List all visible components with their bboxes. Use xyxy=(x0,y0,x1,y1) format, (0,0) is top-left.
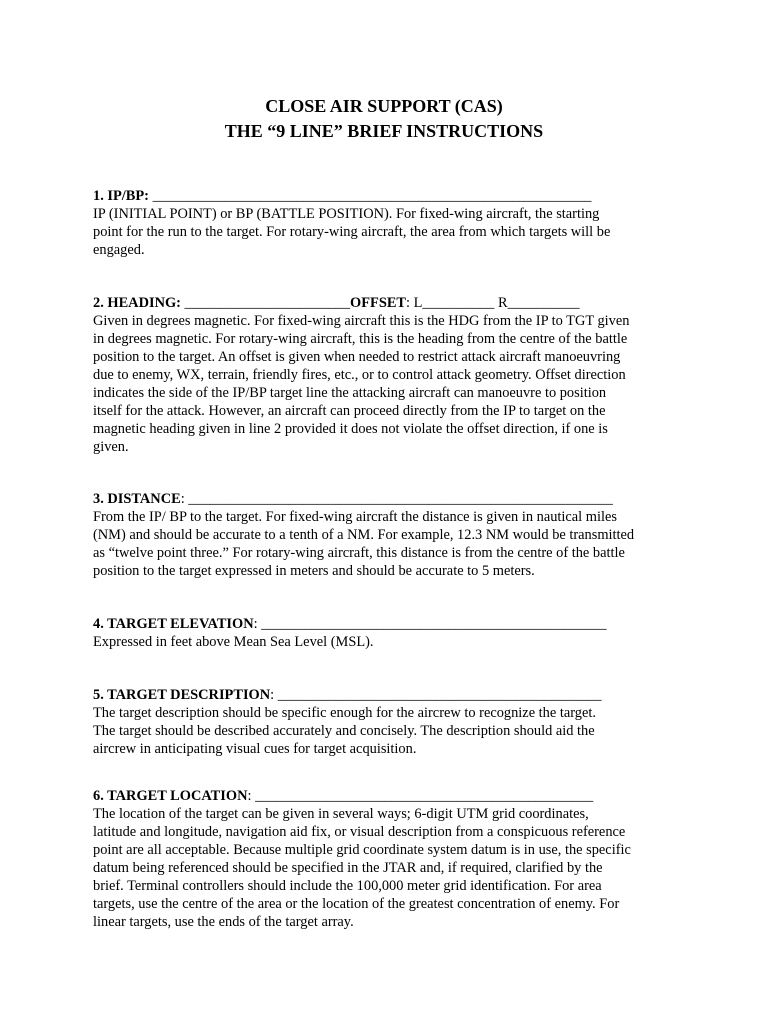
section-heading xyxy=(93,294,693,312)
fill-in-blank: : _______________________________________________ xyxy=(247,788,594,804)
body-line: in degrees magnetic. For rotary-wing aircraft, this is the heading from the centre of the battle xyxy=(93,331,628,347)
section-target-description xyxy=(93,686,693,758)
body-line: position to the target. An offset is given when needed to restrict attack aircraft manoeuvring xyxy=(93,349,621,365)
body-line: indicates the side of the IP/BP target line the attacking aircraft can manoeuvre to position xyxy=(93,385,607,401)
fill-in-blank: : ________________________________________________ xyxy=(253,616,607,632)
section-heading xyxy=(93,686,693,704)
body-line: IP (INITIAL POINT) or BP (BATTLE POSITION). For fixed-wing aircraft, the starting xyxy=(93,206,600,222)
body-line: latitude and longitude, navigation aid fix, or visual description from a conspicuous reference xyxy=(93,824,626,840)
document-title: CLOSE AIR SUPPORT (CAS) xyxy=(265,96,503,116)
fill-in-blank: _______________________ xyxy=(180,295,351,311)
body-line: The target should be described accurately and concisely. The description should aid the xyxy=(93,723,595,739)
heading-label: 6. TARGET LOCATION xyxy=(93,788,248,804)
fill-in-blank: : _____________________________________________ xyxy=(270,687,602,703)
body-line: point are all acceptable. Because multiple grid coordinate system datum is in use, the specific xyxy=(93,842,631,858)
heading-label: 1. IP/BP: xyxy=(93,188,149,204)
body-line: engaged. xyxy=(93,242,145,258)
section-target-elevation xyxy=(93,615,693,651)
heading-label: 3. DISTANCE xyxy=(93,491,181,507)
fill-in-blank: : L__________ R__________ xyxy=(406,295,580,311)
body-line: given. xyxy=(93,439,129,455)
fill-in-blank: _____________________________________________________________ xyxy=(148,188,592,204)
body-line: The target description should be specific enough for the aircrew to recognize the target. xyxy=(93,705,596,721)
section-target-location xyxy=(93,787,693,931)
body-line: itself for the attack. However, an aircraft can proceed directly from the IP to target on the xyxy=(93,403,606,419)
body-line: point for the run to the target. For rotary-wing aircraft, the area from which targets will be xyxy=(93,224,611,240)
body-line: targets, use the centre of the area or the location of the greatest concentration of enemy. For xyxy=(93,896,620,912)
section-ip-bp xyxy=(93,187,693,259)
body-line: The location of the target can be given in several ways; 6-digit UTM grid coordinates, xyxy=(93,806,589,822)
body-line: From the IP/ BP to the target. For fixed-wing aircraft the distance is given in nautical miles xyxy=(93,509,617,525)
section-distance xyxy=(93,490,693,580)
body-line: as “twelve point three.” For rotary-wing aircraft, this distance is from the centre of the battle xyxy=(93,545,625,561)
body-line: Expressed in feet above Mean Sea Level (MSL). xyxy=(93,634,374,650)
fill-in-blank: : ___________________________________________________________ xyxy=(180,491,613,507)
document-subtitle: THE “9 LINE” BRIEF INSTRUCTIONS xyxy=(224,121,544,141)
section-heading-offset xyxy=(93,294,693,456)
body-line: due to enemy, WX, terrain, friendly fires, etc., or to control attack geometry. Offset direction xyxy=(93,367,626,383)
body-line: linear targets, use the ends of the target array. xyxy=(93,914,354,930)
section-heading xyxy=(93,490,693,508)
body-line: position to the target expressed in meters and should be accurate to 5 meters. xyxy=(93,563,535,579)
section-heading xyxy=(93,787,693,805)
heading-label: 2. HEADING: xyxy=(93,295,181,311)
body-line: aircrew in anticipating visual cues for target acquisition. xyxy=(93,741,417,757)
body-line: (NM) and should be accurate to a tenth of a NM. For example, 12.3 NM would be transmitted xyxy=(93,527,635,543)
body-line: magnetic heading given in line 2 provided it does not violate the offset direction, if one is xyxy=(93,421,608,437)
body-line: datum being referenced should be specified in the JTAR and, if required, clarified by the xyxy=(93,860,603,876)
section-heading xyxy=(93,615,693,633)
heading-label: 5. TARGET DESCRIPTION xyxy=(93,687,271,703)
body-line: brief. Terminal controllers should include the 100,000 meter grid identification. For area xyxy=(93,878,602,894)
body-line: Given in degrees magnetic. For fixed-wing aircraft this is the HDG from the IP to TGT given xyxy=(93,313,630,329)
heading-label: 4. TARGET ELEVATION xyxy=(93,616,254,632)
section-heading xyxy=(93,187,693,205)
offset-label: OFFSET xyxy=(350,295,407,311)
